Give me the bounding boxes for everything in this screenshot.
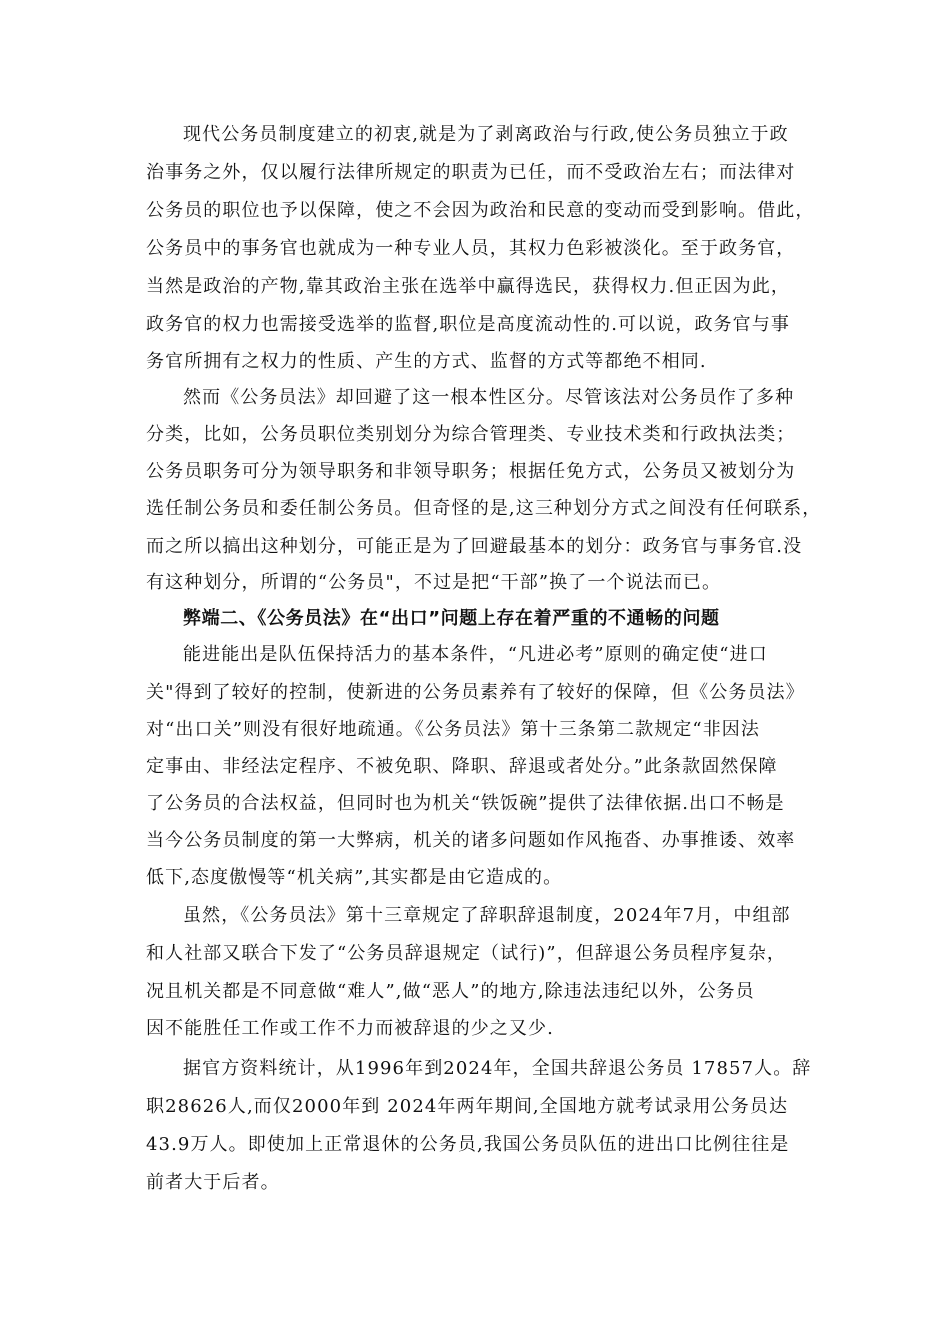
paragraph-1-line-7: 务官所拥有之权力的性质、产生的方式、监督的方式等都绝不相同.	[146, 351, 707, 372]
paragraph-3-line-6: 当今公务员制度的第一大弊病，机关的诸多问题如作风拖沓、办事推诿、效率	[146, 830, 796, 851]
paragraph-2-line-3: 公务员职务可分为领导职务和非领导职务；根据任免方式，公务员又被划分为	[146, 461, 796, 482]
paragraph-1-line-3: 公务员的职位也予以保障，使之不会因为政治和民意的变动而受到影响。借此，	[146, 200, 815, 221]
paragraph-2-line-5: 而之所以搞出这种划分，可能正是为了回避最基本的划分：政务官与事务官.没	[146, 536, 803, 557]
paragraph-5-line-4: 前者大于后者。	[146, 1172, 280, 1193]
paragraph-1-line-6: 政务官的权力也需接受选举的监督,职位是高度流动性的.可以说，政务官与事	[146, 314, 790, 335]
paragraph-3-line-4: 定事由、非经法定程序、不被免职、降职、辞退或者处分。”此条款固然保障	[146, 756, 778, 777]
section-heading: 弊端二、《公务员法》在“出口”问题上存在着严重的不通畅的问题	[183, 608, 720, 629]
paragraph-4-line-1: 虽然，《公务员法》第十三章规定了辞职辞退制度，2024年7月，中组部	[183, 905, 791, 926]
paragraph-4-line-4: 因不能胜任工作或工作不力而被辞退的少之又少.	[146, 1018, 554, 1039]
paragraph-4-line-2: 和人社部又联合下发了“公务员辞退规定（试行)”，但辞退公务员程序复杂，	[146, 943, 786, 964]
paragraph-4-line-3: 况且机关都是不同意做“难人”,做“恶人”的地方,除违法违纪以外，公务员	[146, 981, 755, 1002]
paragraph-5-line-2: 职28626人,而仅2000年到 2024年两年期间,全国地方就考试录用公务员达	[146, 1096, 789, 1117]
paragraph-5-line-3: 43.9万人。即使加上正常退休的公务员,我国公务员队伍的进出口比例往往是	[146, 1134, 790, 1155]
paragraph-2-line-2: 分类，比如，公务员职位类别划分为综合管理类、专业技术类和行政执法类；	[146, 424, 796, 445]
paragraph-1-line-5: 当然是政治的产物,靠其政治主张在选举中赢得选民，获得权力.但正因为此，	[146, 276, 790, 297]
paragraph-2-line-4: 选任制公务员和委任制公务员。但奇怪的是,这三种划分方式之间没有任何联系，	[146, 498, 822, 519]
paragraph-1-line-2: 治事务之外，仅以履行法律所规定的职责为已任，而不受政治左右；而法律对	[146, 162, 796, 183]
paragraph-3-line-7: 低下,态度傲慢等“机关病”,其实都是由它造成的。	[146, 867, 563, 888]
paragraph-2-line-6: 有这种划分，所谓的“公务员"，不过是把“干部”换了一个说法而已。	[146, 572, 722, 593]
paragraph-1-line-4: 公务员中的事务官也就成为一种专业人员，其权力色彩被淡化。至于政务官，	[146, 238, 796, 259]
paragraph-3-line-1: 能进能出是队伍保持活力的基本条件，“凡进必考”原则的确定使“进口	[183, 644, 768, 665]
paragraph-5-line-1: 据官方资料统计，从1996年到2024年，全国共辞退公务员 17857人。辞	[183, 1058, 812, 1079]
paragraph-1-line-1: 现代公务员制度建立的初衷,就是为了剥离政治与行政,使公务员独立于政	[183, 124, 789, 145]
paragraph-3-line-3: 对“出口关”则没有很好地疏通。《公务员法》第十三条第二款规定“非因法	[146, 719, 761, 740]
paragraph-2-line-1: 然而《公务员法》却回避了这一根本性区分。尽管该法对公务员作了多种	[183, 387, 795, 408]
paragraph-3-line-2: 关"得到了较好的控制，使新进的公务员素养有了较好的保障，但《公务员法》	[146, 682, 805, 703]
paragraph-3-line-5: 了公务员的合法权益，但同时也为机关“铁饭碗”提供了法律依据.出口不畅是	[146, 793, 785, 814]
